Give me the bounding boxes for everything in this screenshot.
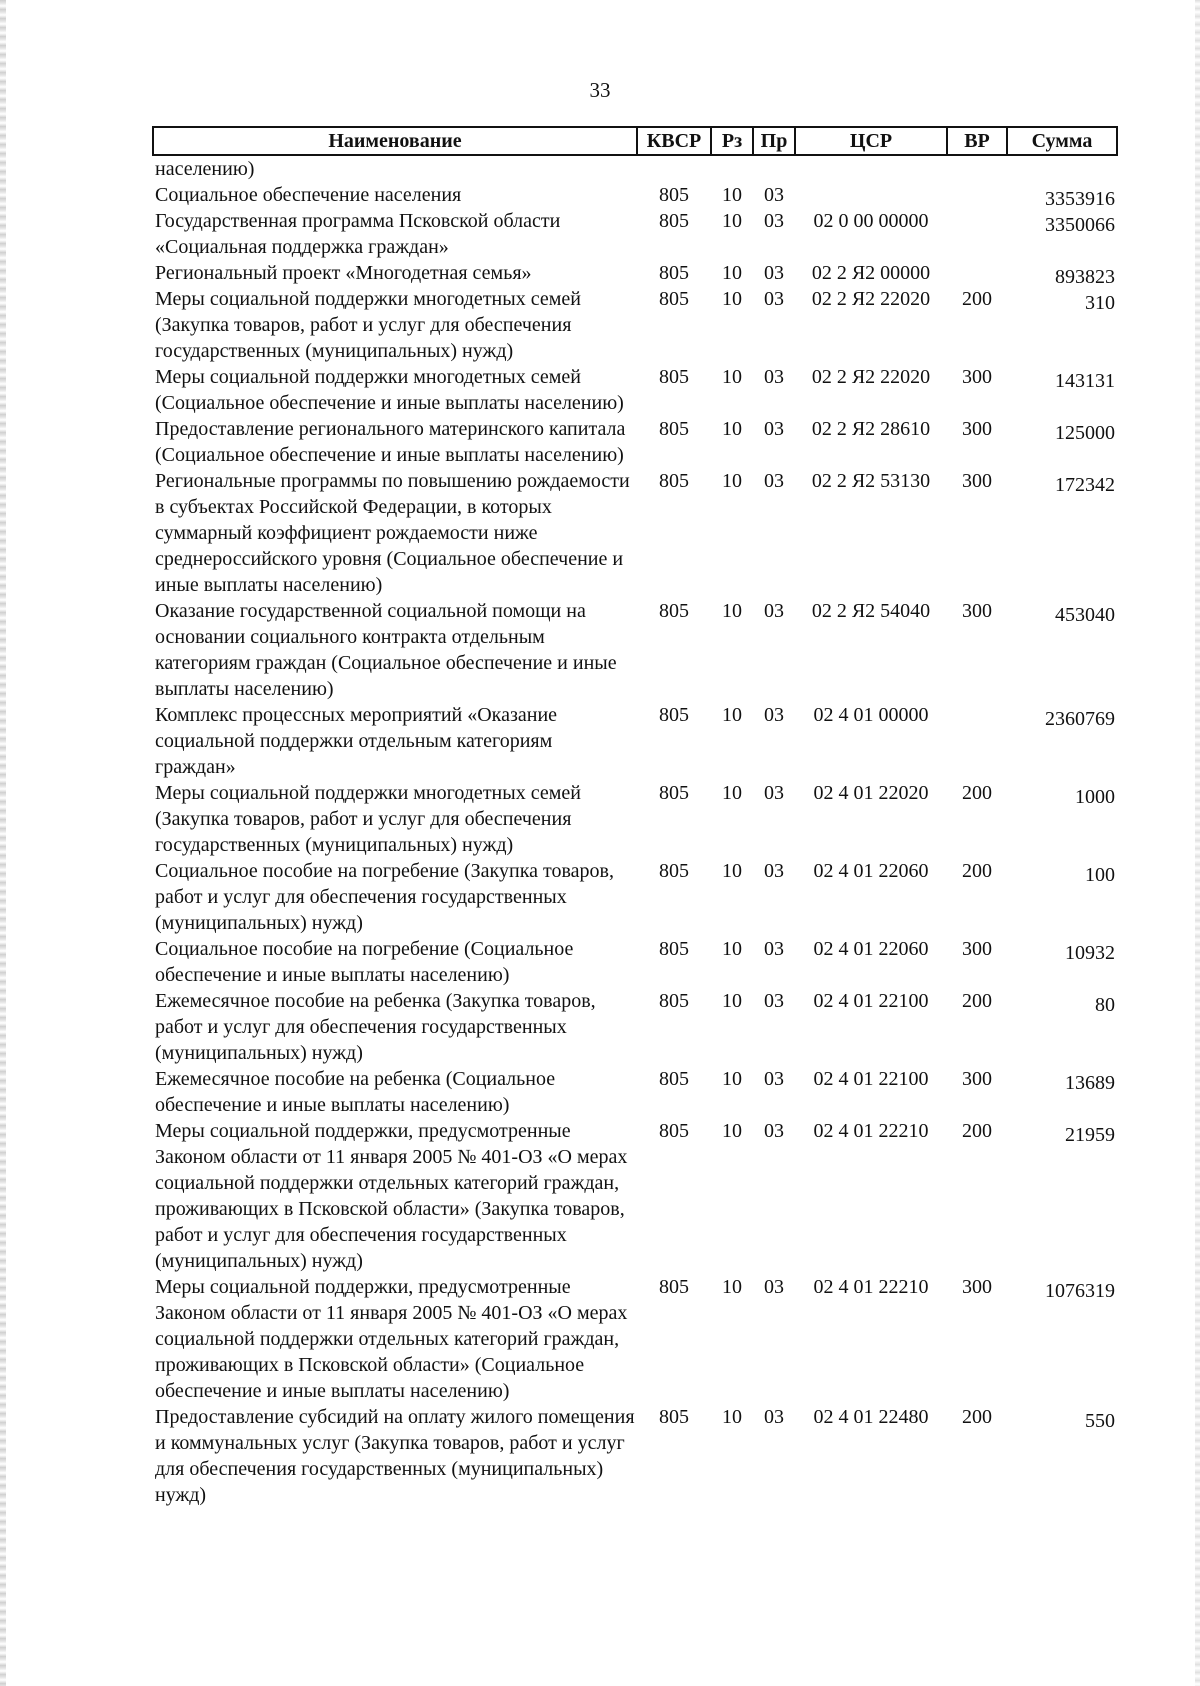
table-row: [153, 286, 1117, 364]
cell-vr: 200: [962, 782, 992, 804]
cell-csr: 02 0 00 00000: [813, 210, 929, 232]
cell-pr: 03: [764, 860, 784, 882]
sum-value: 893823: [1055, 266, 1115, 288]
table-row: [153, 702, 1117, 780]
sum-value: 172342: [1055, 474, 1115, 496]
table-row: [153, 1404, 1117, 1508]
cell-kvsr: 805: [659, 938, 689, 960]
cell-csr: 02 4 01 00000: [813, 704, 929, 726]
table-row: [153, 155, 1117, 182]
cell-name: Государственная программа Псковской области «Социальная поддержка граждан»: [155, 210, 561, 258]
cell-rz: 10: [722, 288, 742, 310]
cell-pr: 03: [764, 1406, 784, 1428]
cell-pr: 03: [764, 262, 784, 284]
cell-kvsr: 805: [659, 262, 689, 284]
cell-rz: 10: [722, 990, 742, 1012]
sum-value: 310: [1085, 292, 1115, 314]
cell-name: населению): [155, 158, 255, 180]
cell-kvsr: 805: [659, 210, 689, 232]
table-row: [153, 780, 1117, 858]
cell-rz: 10: [722, 366, 742, 388]
table-row: [153, 1066, 1117, 1118]
cell-pr: 03: [764, 1120, 784, 1142]
cell-sum: [1007, 988, 1117, 1066]
cell-name: Социальное обеспечение населения: [155, 184, 462, 206]
cell-sum: [1007, 468, 1117, 598]
table-row: [153, 416, 1117, 468]
cell-rz: 10: [722, 470, 742, 492]
cell-csr: 02 4 01 22210: [813, 1120, 929, 1142]
sum-value: 21959: [1065, 1124, 1115, 1146]
cell-sum: [1007, 182, 1117, 208]
table-row: [153, 1118, 1117, 1274]
cell-pr: 03: [764, 288, 784, 310]
cell-sum: [1007, 208, 1117, 260]
table-header-row: [153, 127, 1117, 155]
cell-kvsr: 805: [659, 704, 689, 726]
cell-kvsr: 805: [659, 470, 689, 492]
cell-csr: 02 2 Я2 54040: [811, 600, 931, 622]
header-name: Наименование: [153, 127, 637, 155]
cell-sum: [1007, 1404, 1117, 1508]
cell-csr: 02 4 01 22210: [813, 1276, 929, 1298]
cell-sum: [1007, 858, 1117, 936]
cell-rz: 10: [722, 1276, 742, 1298]
header-rz: Рз: [711, 127, 753, 155]
cell-rz: 10: [722, 184, 742, 206]
cell-rz: 10: [722, 210, 742, 232]
cell-name: Ежемесячное пособие на ребенка (Закупка товаров, работ и услуг для обеспечения государственных (муниципальных) нужд): [155, 990, 596, 1064]
cell-sum: [1007, 1274, 1117, 1404]
sum-value: 1076319: [1045, 1280, 1115, 1302]
cell-sum: [1007, 1066, 1117, 1118]
cell-pr: 03: [764, 184, 784, 206]
scan-edge-left: [0, 0, 6, 1686]
cell-csr: 02 2 Я2 22020: [811, 366, 931, 388]
cell-pr: 03: [764, 600, 784, 622]
table-row: [153, 182, 1117, 208]
cell-name: Предоставление регионального материнского капитала (Социальное обеспечение и иные выплаты населению): [155, 418, 626, 466]
cell-pr: [753, 155, 795, 182]
cell-csr: 02 4 01 22100: [813, 1068, 929, 1090]
cell-csr: 02 2 Я2 22020: [811, 288, 931, 310]
header-csr: ЦСР: [795, 127, 947, 155]
cell-vr: [947, 155, 1007, 182]
sum-value: 10932: [1065, 942, 1115, 964]
cell-csr: 02 2 Я2 00000: [811, 262, 931, 284]
cell-pr: 03: [764, 210, 784, 232]
scan-edge-right: [1195, 0, 1200, 1686]
sum-value: 1000: [1075, 786, 1115, 808]
table-row: [153, 598, 1117, 702]
cell-rz: 10: [722, 860, 742, 882]
table-row: [153, 936, 1117, 988]
cell-vr: 200: [962, 288, 992, 310]
cell-csr: 02 4 01 22100: [813, 990, 929, 1012]
cell-name: Региональные программы по повышению рождаемости в субъектах Российской Федерации, в которых суммарный коэффициент рождаемости ниже среднероссийского уровня (Социальное обеспечение и иные выплаты населению): [155, 470, 630, 596]
cell-kvsr: 805: [659, 1068, 689, 1090]
cell-vr: 300: [962, 470, 992, 492]
cell-csr: 02 2 Я2 28610: [811, 418, 931, 440]
sum-value: 453040: [1055, 604, 1115, 626]
table-row: [153, 1274, 1117, 1404]
cell-sum: [1007, 155, 1117, 182]
cell-pr: 03: [764, 470, 784, 492]
page-number: 33: [589, 78, 611, 102]
cell-vr: 300: [962, 418, 992, 440]
cell-csr: 02 4 01 22060: [813, 938, 929, 960]
cell-rz: 10: [722, 938, 742, 960]
cell-name: Комплекс процессных мероприятий «Оказание социальной поддержки отдельным категориям граждан»: [155, 704, 558, 778]
sum-value: 80: [1095, 994, 1115, 1016]
cell-vr: [947, 208, 1007, 260]
cell-vr: 200: [962, 990, 992, 1012]
cell-name: Меры социальной поддержки многодетных семей (Социальное обеспечение и иные выплаты населению): [155, 366, 624, 414]
budget-table: [152, 126, 1118, 1508]
cell-csr: 02 4 01 22020: [813, 782, 929, 804]
table-row: [153, 208, 1117, 260]
table-row: [153, 988, 1117, 1066]
cell-kvsr: 805: [659, 1406, 689, 1428]
cell-name: Меры социальной поддержки, предусмотренные Законом области от 11 января 2005 № 401-ОЗ «О мерах социальной поддержки отдельных категорий граждан, проживающих в Псковской области» (Закупка товаров, работ и услуг для обеспечения государственных (муниципальных) нужд): [155, 1120, 628, 1272]
table-row: [153, 364, 1117, 416]
cell-pr: 03: [764, 1068, 784, 1090]
cell-sum: [1007, 286, 1117, 364]
header-kvsr: КВСР: [637, 127, 711, 155]
cell-rz: [711, 155, 753, 182]
cell-rz: 10: [722, 1120, 742, 1142]
cell-pr: 03: [764, 704, 784, 726]
cell-pr: 03: [764, 782, 784, 804]
sum-value: 3353916: [1045, 188, 1115, 210]
cell-name: Предоставление субсидий на оплату жилого помещения и коммунальных услуг (Закупка товаров, работ и услуг для обеспечения государственных (муниципальных) нужд): [155, 1406, 635, 1506]
cell-name: Меры социальной поддержки, предусмотренные Законом области от 11 января 2005 № 401-ОЗ «О мерах социальной поддержки отдельных категорий граждан, проживающих в Псковской области» (Социальное обеспечение и иные выплаты населению): [155, 1276, 628, 1402]
cell-pr: 03: [764, 418, 784, 440]
cell-csr: 02 4 01 22480: [813, 1406, 929, 1428]
cell-sum: [1007, 364, 1117, 416]
cell-kvsr: 805: [659, 288, 689, 310]
sum-value: 100: [1085, 864, 1115, 886]
cell-sum: [1007, 702, 1117, 780]
header-sum: Сумма: [1007, 127, 1117, 155]
cell-vr: 200: [962, 1406, 992, 1428]
cell-sum: [1007, 936, 1117, 988]
cell-rz: 10: [722, 418, 742, 440]
cell-kvsr: 805: [659, 184, 689, 206]
cell-vr: 200: [962, 1120, 992, 1142]
cell-vr: 300: [962, 938, 992, 960]
sum-value: 550: [1085, 1410, 1115, 1432]
cell-sum: [1007, 416, 1117, 468]
cell-sum: [1007, 260, 1117, 286]
cell-kvsr: [637, 155, 711, 182]
sum-value: 3350066: [1045, 214, 1115, 236]
cell-pr: 03: [764, 366, 784, 388]
cell-name: Социальное пособие на погребение (Социальное обеспечение и иные выплаты населению): [155, 938, 574, 986]
cell-rz: 10: [722, 1406, 742, 1428]
table-row: [153, 260, 1117, 286]
cell-csr: [795, 155, 947, 182]
cell-vr: [947, 182, 1007, 208]
sum-value: 2360769: [1045, 708, 1115, 730]
cell-vr: 300: [962, 1068, 992, 1090]
cell-name: Меры социальной поддержки многодетных семей (Закупка товаров, работ и услуг для обеспечения государственных (муниципальных) нужд): [155, 288, 581, 362]
cell-pr: 03: [764, 1276, 784, 1298]
cell-kvsr: 805: [659, 1120, 689, 1142]
table-row: [153, 468, 1117, 598]
cell-csr: 02 2 Я2 53130: [811, 470, 931, 492]
cell-name: Оказание государственной социальной помощи на основании социального контракта отдельным категориям граждан (Социальное обеспечение и иные выплаты населению): [155, 600, 617, 700]
cell-rz: 10: [722, 704, 742, 726]
table-row: [153, 858, 1117, 936]
sum-value: 143131: [1055, 370, 1115, 392]
cell-pr: 03: [764, 990, 784, 1012]
cell-csr: 02 4 01 22060: [813, 860, 929, 882]
sum-value: 13689: [1065, 1072, 1115, 1094]
header-pr: Пр: [753, 127, 795, 155]
cell-vr: [947, 260, 1007, 286]
table-body: [153, 155, 1117, 1508]
cell-kvsr: 805: [659, 366, 689, 388]
cell-vr: 300: [962, 366, 992, 388]
cell-kvsr: 805: [659, 860, 689, 882]
cell-name: Ежемесячное пособие на ребенка (Социальное обеспечение и иные выплаты населению): [155, 1068, 556, 1116]
cell-kvsr: 805: [659, 1276, 689, 1298]
cell-csr: [795, 182, 947, 208]
cell-kvsr: 805: [659, 418, 689, 440]
cell-vr: 300: [962, 1276, 992, 1298]
cell-vr: 300: [962, 600, 992, 622]
cell-rz: 10: [722, 1068, 742, 1090]
cell-sum: [1007, 598, 1117, 702]
cell-name: Социальное пособие на погребение (Закупка товаров, работ и услуг для обеспечения государственных (муниципальных) нужд): [155, 860, 614, 934]
cell-kvsr: 805: [659, 782, 689, 804]
header-vr: ВР: [947, 127, 1007, 155]
cell-kvsr: 805: [659, 990, 689, 1012]
cell-name: Меры социальной поддержки многодетных семей (Закупка товаров, работ и услуг для обеспечения государственных (муниципальных) нужд): [155, 782, 581, 856]
cell-vr: 200: [962, 860, 992, 882]
cell-rz: 10: [722, 262, 742, 284]
cell-rz: 10: [722, 782, 742, 804]
cell-name: Региональный проект «Многодетная семья»: [155, 262, 532, 284]
cell-rz: 10: [722, 600, 742, 622]
sum-value: 125000: [1055, 422, 1115, 444]
cell-vr: [947, 702, 1007, 780]
cell-pr: 03: [764, 938, 784, 960]
cell-sum: [1007, 1118, 1117, 1274]
cell-kvsr: 805: [659, 600, 689, 622]
cell-sum: [1007, 780, 1117, 858]
